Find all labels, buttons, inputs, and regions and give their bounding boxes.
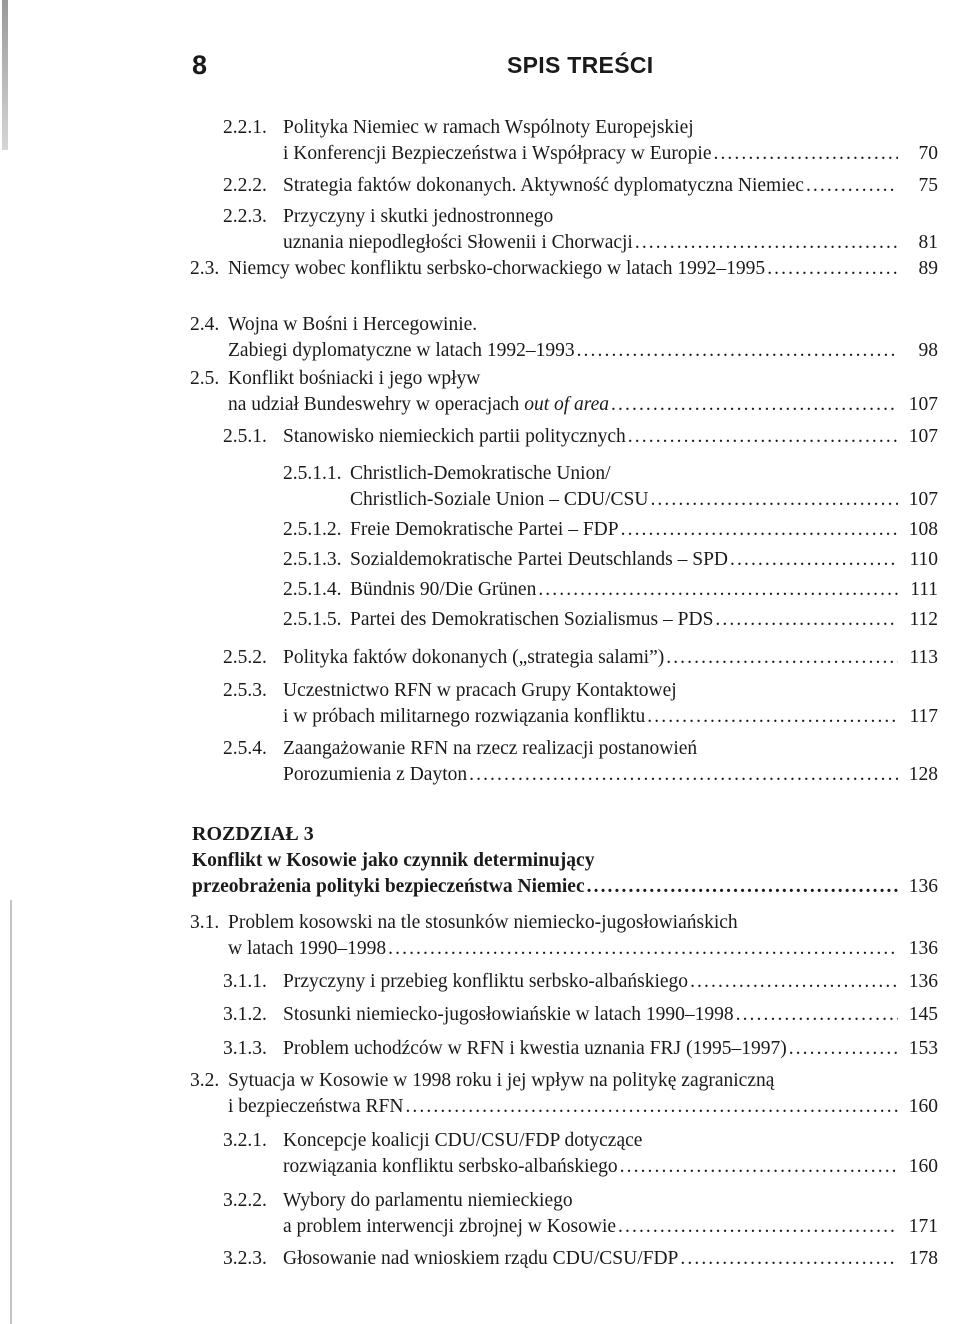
toc-page-number: 111 — [910, 579, 938, 600]
dot-leader — [650, 487, 898, 513]
dot-leader — [666, 645, 898, 671]
toc-entry — [223, 736, 938, 788]
toc-entry — [223, 1246, 938, 1272]
dot-leader — [767, 256, 898, 282]
toc-entry — [223, 1036, 938, 1062]
toc-entry — [223, 1188, 938, 1240]
toc-entry-number: 3.1. — [190, 912, 220, 933]
toc-entry-title-line: w latach 1990–1998 — [228, 938, 387, 959]
scan-edge-mark-top — [2, 0, 8, 150]
dot-leader — [789, 1036, 898, 1062]
scan-edge-mark-bottom — [10, 900, 12, 1324]
dot-leader — [620, 1154, 898, 1180]
toc-entry-title-line: Sozialdemokratische Partei Deutschlands – SPD — [350, 549, 729, 570]
toc-entry-number: 3.1.1. — [223, 971, 267, 992]
toc-entry-title-line: Głosowanie nad wnioskiem rządu CDU/CSU/FDP — [283, 1248, 679, 1269]
toc-entry-title-line: Bündnis 90/Die Grünen — [350, 579, 537, 600]
page-number: 8 — [192, 50, 208, 80]
toc-entry-title-line: Przyczyny i skutki jednostronnego — [283, 206, 554, 227]
toc-entry-title-line: Stosunki niemiecko-jugosłowiańskie w latach 1990–1998 — [283, 1004, 734, 1025]
dot-leader — [806, 173, 898, 199]
toc-entry — [190, 256, 938, 282]
toc-entry-number: 2.5.4. — [223, 738, 267, 759]
toc-page-number: 136 — [908, 876, 938, 897]
toc-page-number: 98 — [918, 340, 938, 361]
toc-page-number: 178 — [908, 1248, 938, 1269]
toc-entry-title-line: Freie Demokratische Partei – FDP — [350, 519, 619, 540]
toc-entry-title-line: rozwiązania konfliktu serbsko-albańskiego — [283, 1156, 618, 1177]
toc-entry-number: 2.5.1.2. — [283, 519, 342, 540]
dot-leader — [587, 874, 898, 900]
toc-page-number: 107 — [908, 394, 938, 415]
toc-entry-number: 2.4. — [190, 314, 220, 335]
toc-entry — [190, 312, 938, 364]
toc-entry-number: 3.2.3. — [223, 1248, 267, 1269]
toc-entry-number: 2.5.1.3. — [283, 549, 342, 570]
dot-leader — [618, 1214, 898, 1240]
toc-entry-number: 3.1.3. — [223, 1038, 267, 1059]
toc-entry-title-line: i w próbach militarnego rozwiązania konfliktu — [283, 706, 646, 727]
toc-entry — [190, 910, 938, 962]
dot-leader — [715, 607, 898, 633]
toc-entry-title-line: Zabiegi dyplomatyczne w latach 1992–1993 — [228, 340, 575, 361]
toc-entry — [223, 645, 938, 671]
dot-leader — [680, 1246, 898, 1272]
toc-entry-title-line: Uczestnictwo RFN w pracach Grupy Kontaktowej — [283, 680, 677, 701]
chapter-label: ROZDZIAŁ 3 — [192, 823, 314, 845]
toc-entry-number: 2.5.1.5. — [283, 609, 342, 630]
toc-entry — [223, 424, 938, 450]
toc-entry-title-line: na udział Bundeswehry w operacjach out of area — [228, 394, 610, 415]
toc-entry-number: 2.5.1.4. — [283, 579, 342, 600]
toc-page-number: 128 — [908, 764, 938, 785]
toc-entry-title-line: Partei des Demokratischen Sozialismus – PDS — [350, 609, 714, 630]
toc-entry — [190, 366, 938, 418]
toc-entry — [192, 848, 938, 900]
toc-page-number: 70 — [918, 143, 938, 164]
toc-page-number: 89 — [918, 258, 938, 279]
toc-page-number: 136 — [908, 938, 938, 959]
toc-entry-title-line: a problem interwencji zbrojnej w Kosowie — [283, 1216, 617, 1237]
toc-page-number: 136 — [908, 971, 938, 992]
toc-entry — [190, 1068, 938, 1120]
dot-leader — [388, 936, 898, 962]
toc-page-number: 107 — [908, 489, 938, 510]
toc-entry — [283, 547, 938, 573]
toc-entry-number: 2.2.3. — [223, 206, 267, 227]
toc-page-number: 112 — [909, 609, 938, 630]
toc-entry — [223, 173, 938, 199]
running-title: SPIS TREŚCI — [507, 52, 654, 78]
toc-entry-number: 3.2.1. — [223, 1130, 267, 1151]
toc-page-number: 81 — [918, 232, 938, 253]
toc-entry — [283, 461, 938, 513]
page-header — [192, 50, 654, 90]
dot-leader — [736, 1002, 898, 1028]
toc-entry-number: 2.5.1.1. — [283, 463, 342, 484]
toc-entry-title-line: Polityka Niemiec w ramach Wspólnoty Europejskiej — [283, 117, 694, 138]
toc-entry-title-line: Christlich-Soziale Union – CDU/CSU — [350, 489, 649, 510]
toc-entry-title-line: Konflikt bośniacki i jego wpływ — [228, 368, 481, 389]
toc-entry-number: 2.2.1. — [223, 117, 267, 138]
dot-leader — [405, 1094, 898, 1120]
toc-entry-title-line: Porozumienia z Dayton — [283, 764, 468, 785]
dot-leader — [647, 704, 898, 730]
toc-entry-number: 2.2.2. — [223, 175, 267, 196]
toc-entry-number: 2.3. — [190, 258, 220, 279]
toc-entry-title-line: przeobrażenia polityki bezpieczeństwa Niemiec — [192, 876, 585, 897]
toc-page-number: 75 — [918, 175, 938, 196]
toc-entry-title-line: Niemcy wobec konfliktu serbsko-chorwackiego w latach 1992–1995 — [228, 258, 766, 279]
toc-page-number: 171 — [908, 1216, 938, 1237]
toc-entry — [283, 517, 938, 543]
dot-leader — [611, 392, 898, 418]
dot-leader — [635, 230, 898, 256]
toc-entry — [223, 1002, 938, 1028]
dot-leader — [538, 577, 898, 603]
toc-entry-title-line: Strategia faktów dokonanych. Aktywność dyplomatyczna Niemiec — [283, 175, 804, 196]
dot-leader — [469, 762, 898, 788]
toc-entry-number: 3.1.2. — [223, 1004, 267, 1025]
toc-entry-title-line: i bezpieczeństwa RFN — [228, 1096, 404, 1117]
toc-entry-number: 2.5.1. — [223, 426, 267, 447]
toc-entry-number: 2.5.2. — [223, 647, 267, 668]
toc-entry-title-line: Christlich-Demokratische Union/ — [350, 463, 611, 484]
dot-leader — [628, 424, 898, 450]
toc-entry-title-line: Koncepcje koalicji CDU/CSU/FDP dotyczące — [283, 1130, 643, 1151]
dot-leader — [690, 969, 898, 995]
dot-leader — [713, 141, 898, 167]
toc-entry-title-line: Sytuacja w Kosowie w 1998 roku i jej wpływ na politykę zagraniczną — [228, 1070, 775, 1091]
toc-entry — [223, 115, 938, 167]
toc-page-number: 110 — [909, 549, 938, 570]
toc-entry-number: 2.5. — [190, 368, 220, 389]
toc-entry-number: 2.5.3. — [223, 680, 267, 701]
toc-entry-number: 3.2.2. — [223, 1190, 267, 1211]
toc-page-number: 113 — [909, 647, 938, 668]
toc-entry-title-line: Stanowisko niemieckich partii politycznych — [283, 426, 626, 447]
toc-entry-title-line: uznania niepodległości Słowenii i Chorwacji — [283, 232, 633, 253]
toc-entry-title-line: Wojna w Bośni i Hercegowinie. — [228, 314, 478, 335]
toc-entry-title-line: i Konferencji Bezpieczeństwa i Współpracy w Europie — [283, 143, 712, 164]
toc-page-number: 107 — [908, 426, 938, 447]
toc-page-number: 160 — [908, 1096, 938, 1117]
toc-entry — [223, 678, 938, 730]
toc-entry — [283, 577, 938, 603]
toc-page-number: 145 — [908, 1004, 938, 1025]
toc-entry-title-line: Zaangażowanie RFN na rzecz realizacji postanowień — [283, 738, 698, 759]
toc-entry-title-line: Konflikt w Kosowie jako czynnik determinujący — [192, 850, 595, 871]
toc-page-number: 117 — [909, 706, 938, 727]
toc-entry-title-line: Polityka faktów dokonanych („strategia salami”) — [283, 647, 665, 668]
toc-entry-title-line: Przyczyny i przebieg konfliktu serbsko-albańskiego — [283, 971, 689, 992]
toc-page-number: 108 — [908, 519, 938, 540]
toc-entry — [223, 204, 938, 256]
toc-entry-title-line: Wybory do parlamentu niemieckiego — [283, 1190, 573, 1211]
dot-leader — [577, 338, 898, 364]
toc-entry — [223, 1128, 938, 1180]
toc-entry — [283, 607, 938, 633]
dot-leader — [621, 517, 898, 543]
toc-page-number: 160 — [908, 1156, 938, 1177]
toc-entry-number: 3.2. — [190, 1070, 220, 1091]
dot-leader — [730, 547, 898, 573]
toc-entry — [223, 969, 938, 995]
toc-page-number: 153 — [908, 1038, 938, 1059]
toc-entry-title-line: Problem kosowski na tle stosunków niemiecko-jugosłowiańskich — [228, 912, 738, 933]
toc-entry-title-line: Problem uchodźców w RFN i kwestia uznania FRJ (1995–1997) — [283, 1038, 787, 1059]
